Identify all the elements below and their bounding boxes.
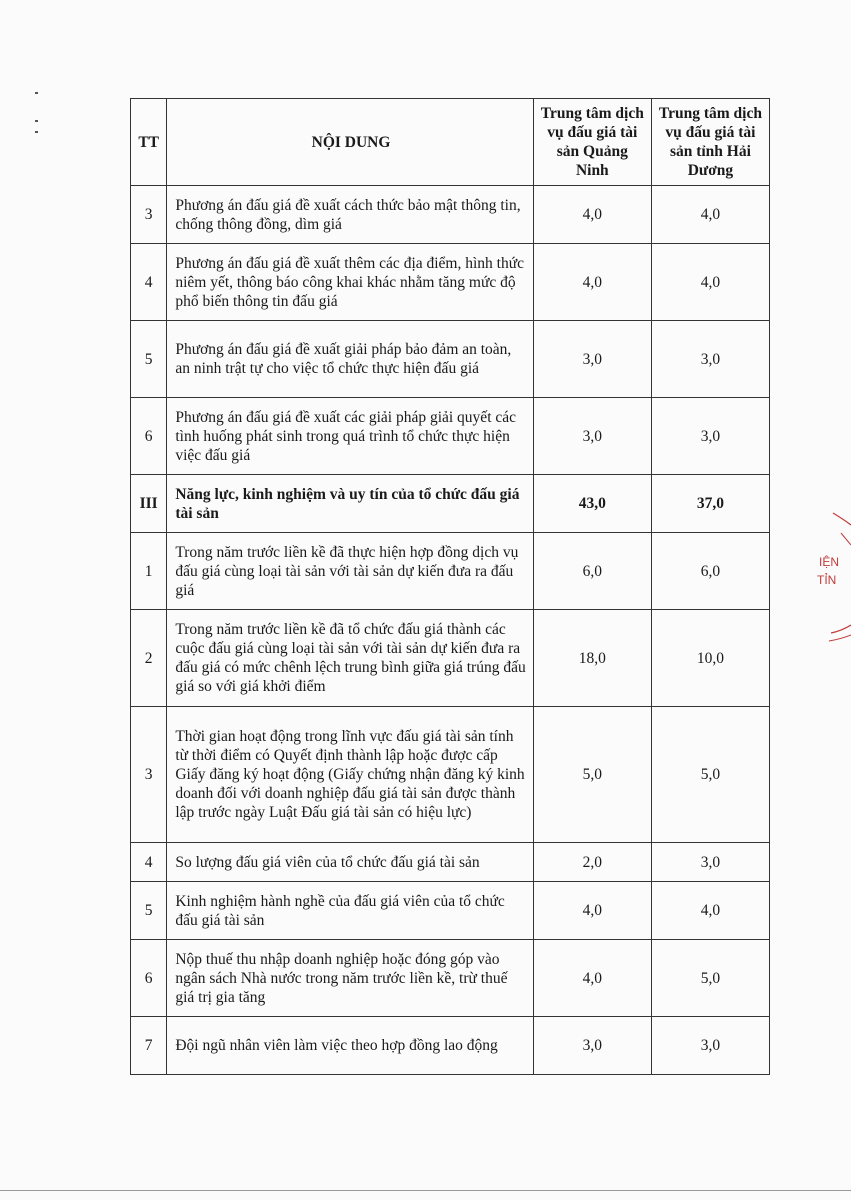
page-edge: [0, 1190, 851, 1191]
cell-content: Năng lực, kinh nghiệm và uy tín của tổ chức đấu giá tài sản: [167, 475, 533, 533]
red-stamp-fragment: [811, 505, 851, 655]
stamp-text: TỈN: [817, 573, 837, 587]
cell-content: Nộp thuế thu nhập doanh nghiệp hoặc đóng góp vào ngân sách Nhà nước trong năm trước liền kề, trừ thuế giá trị gia tăng: [167, 940, 533, 1017]
cell-hai-duong: 4,0: [651, 882, 769, 940]
cell-hai-duong: 3,0: [651, 321, 769, 398]
table-row: [131, 843, 770, 882]
cell-hai-duong: 5,0: [651, 707, 769, 843]
table-body: [131, 186, 770, 1075]
cell-quang-ninh: 3,0: [533, 398, 651, 475]
scan-mark: [35, 120, 38, 122]
cell-tt: 4: [131, 244, 167, 321]
cell-quang-ninh: 4,0: [533, 882, 651, 940]
table-row: [131, 610, 770, 707]
table-row: [131, 186, 770, 244]
cell-content: Trong năm trước liền kề đã tổ chức đấu giá thành các cuộc đấu giá cùng loại tài sản với tài sản dự kiến đưa ra đấu giá có mức chênh lệch trung bình giữa giá trúng đấu giá so với giá khởi điểm: [167, 610, 533, 707]
cell-hai-duong: 3,0: [651, 843, 769, 882]
cell-hai-duong: 6,0: [651, 533, 769, 610]
table-row: [131, 533, 770, 610]
cell-content: Phương án đấu giá đề xuất giải pháp bảo đảm an toàn, an ninh trật tự cho việc tổ chức thực hiện đấu giá: [167, 321, 533, 398]
cell-tt: 5: [131, 882, 167, 940]
cell-quang-ninh: 3,0: [533, 321, 651, 398]
table-row: [131, 321, 770, 398]
table-header-row: [131, 99, 770, 186]
cell-quang-ninh: 4,0: [533, 940, 651, 1017]
cell-quang-ninh: 6,0: [533, 533, 651, 610]
cell-tt: 3: [131, 186, 167, 244]
cell-tt: 5: [131, 321, 167, 398]
cell-quang-ninh: 5,0: [533, 707, 651, 843]
header-quang-ninh: Trung tâm dịch vụ đấu giá tài sản Quảng Ninh: [533, 99, 651, 186]
table-row: [131, 398, 770, 475]
scan-mark: [35, 92, 38, 94]
cell-content: Đội ngũ nhân viên làm việc theo hợp đồng lao động: [167, 1017, 533, 1075]
cell-hai-duong: 3,0: [651, 398, 769, 475]
table-row: [131, 940, 770, 1017]
cell-content: Phương án đấu giá đề xuất thêm các địa điểm, hình thức niêm yết, thông báo công khai khác nhằm tăng mức độ phổ biến thông tin đấu giá: [167, 244, 533, 321]
scan-mark: [35, 131, 38, 133]
header-tt: TT: [131, 99, 167, 186]
cell-tt: 6: [131, 940, 167, 1017]
table-row: [131, 244, 770, 321]
header-content: NỘI DUNG: [167, 99, 533, 186]
cell-hai-duong: 3,0: [651, 1017, 769, 1075]
cell-hai-duong: 4,0: [651, 186, 769, 244]
cell-content: Thời gian hoạt động trong lĩnh vực đấu giá tài sản tính từ thời điểm có Quyết định thành lập hoặc được cấp Giấy đăng ký hoạt động (Giấy chứng nhận đăng ký kinh doanh đối với doanh nghiệp đấu giá tài sản được thành lập trước ngày Luật Đấu giá tài sản có hiệu lực): [167, 707, 533, 843]
cell-tt: 7: [131, 1017, 167, 1075]
cell-tt: 3: [131, 707, 167, 843]
cell-tt: 4: [131, 843, 167, 882]
cell-quang-ninh: 2,0: [533, 843, 651, 882]
cell-content: Phương án đấu giá đề xuất các giải pháp giải quyết các tình huống phát sinh trong quá trình tổ chức thực hiện việc đấu giá: [167, 398, 533, 475]
table-row: [131, 1017, 770, 1075]
cell-content: Kinh nghiệm hành nghề của đấu giá viên của tổ chức đấu giá tài sản: [167, 882, 533, 940]
cell-tt: III: [131, 475, 167, 533]
cell-quang-ninh: 4,0: [533, 244, 651, 321]
cell-hai-duong: 5,0: [651, 940, 769, 1017]
table-row: [131, 707, 770, 843]
cell-content: Trong năm trước liền kề đã thực hiện hợp đồng dịch vụ đấu giá cùng loại tài sản với tài sản dự kiến đưa ra đấu giá: [167, 533, 533, 610]
cell-hai-duong: 4,0: [651, 244, 769, 321]
table-row: [131, 475, 770, 533]
cell-hai-duong: 10,0: [651, 610, 769, 707]
stamp-text: IỆN: [819, 555, 840, 569]
cell-quang-ninh: 43,0: [533, 475, 651, 533]
table-row: [131, 882, 770, 940]
cell-content: So lượng đấu giá viên của tổ chức đấu giá tài sản: [167, 843, 533, 882]
cell-tt: 6: [131, 398, 167, 475]
cell-tt: 1: [131, 533, 167, 610]
cell-quang-ninh: 18,0: [533, 610, 651, 707]
cell-hai-duong: 37,0: [651, 475, 769, 533]
cell-content: Phương án đấu giá đề xuất cách thức bảo mật thông tin, chống thông đồng, dìm giá: [167, 186, 533, 244]
scoring-table: [130, 98, 770, 1075]
header-hai-duong: Trung tâm dịch vụ đấu giá tài sản tỉnh Hải Dương: [651, 99, 769, 186]
cell-quang-ninh: 3,0: [533, 1017, 651, 1075]
cell-quang-ninh: 4,0: [533, 186, 651, 244]
cell-tt: 2: [131, 610, 167, 707]
